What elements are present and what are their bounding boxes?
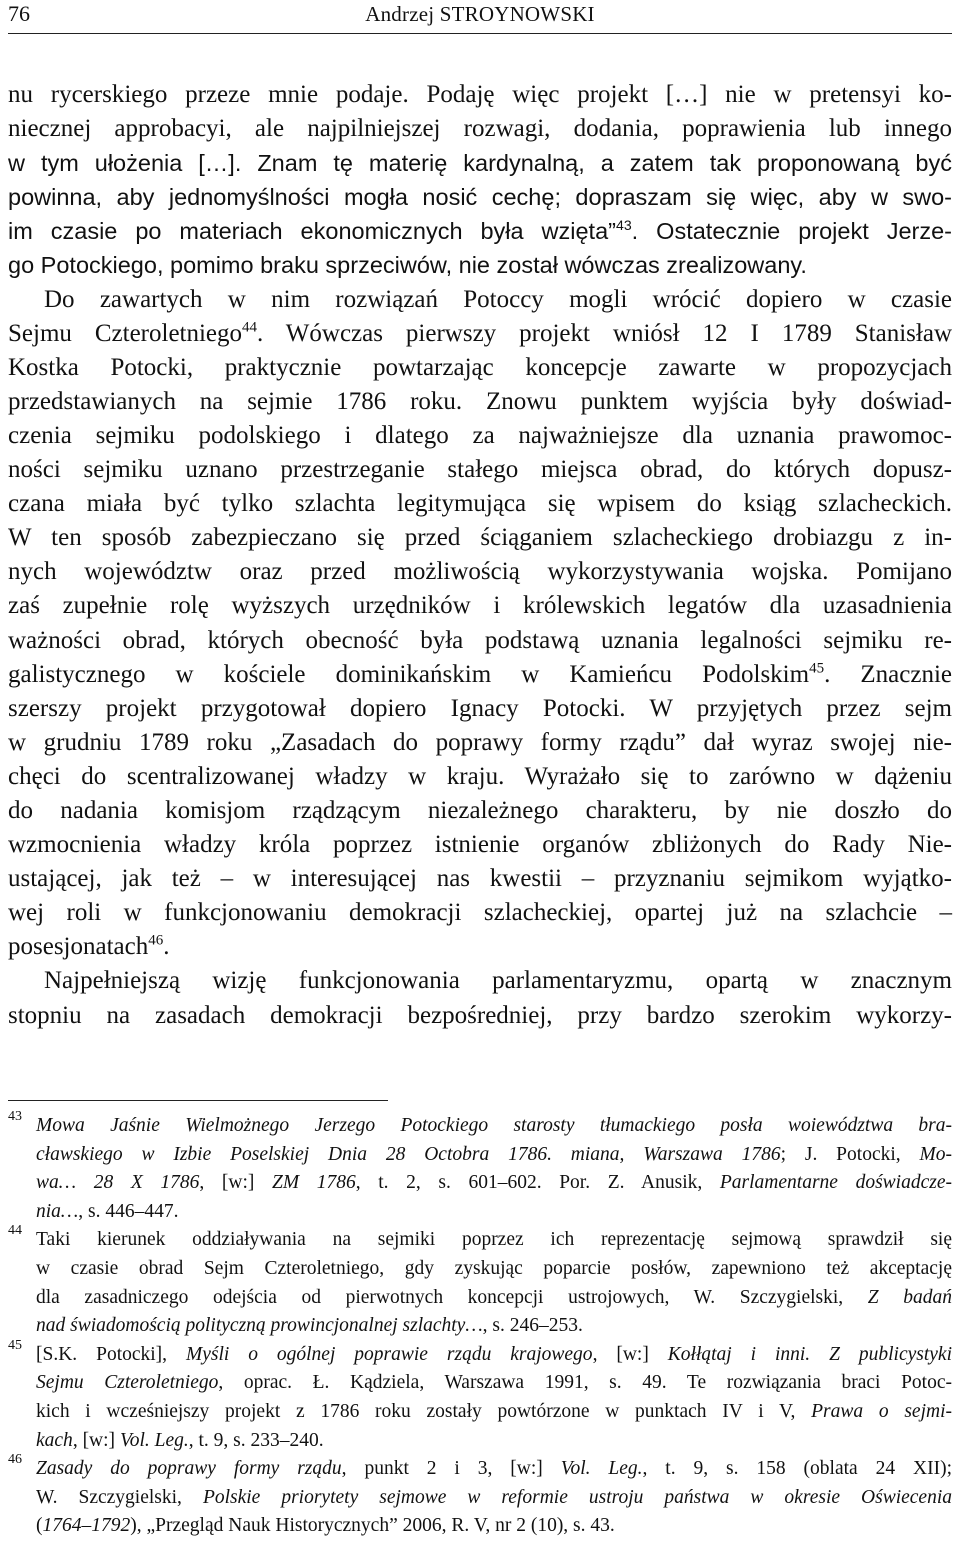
body-line: Sejmu Czteroletniego$^{44}$. Wówczas pierwszy projekt wniósł 12 I 1789 Stanisław	[8, 319, 952, 347]
page-number: 76	[8, 1, 30, 26]
footnote-ref: 46	[148, 933, 164, 950]
footnote-line: Mowa Jaśnie Wielmożnego Jerzego Potockiego starosty tłumackiego posła woiewództwa bra-	[36, 1115, 952, 1136]
body-line: im czasie po materiach ekonomicznych była wzięta”$^{43}$. Ostatecznie projekt Jerze-	[8, 217, 952, 245]
body-line: go Potockiego, pomimo braku sprzeciwów, nie został wówczas zrealizowany.	[8, 252, 807, 279]
body-line: przedstawianych na sejmie 1786 roku. Znowu punktem wyjścia były doświad-	[8, 387, 952, 415]
body-line: ności sejmiku uznano przestrzeganie stałego miejsca obrad, do których dopusz-	[8, 456, 952, 484]
footnote-44	[8, 1223, 952, 1340]
body-line: w tym ułożenia […]. Znam tę materię kardynalną, a zatem tak proponowaną być	[8, 150, 952, 177]
footnote-line: Zasady do poprawy formy rządu, punkt 2 i 3, [w:] Vol. Leg., t. 9, s. 158 (oblata 24 XII);	[36, 1458, 952, 1480]
running-head-author: Andrzej STROYNOWSKI	[365, 2, 595, 26]
footnote-line: dla zasadniczego odejścia od pierwotnych koncepcji ustrojowych, W. Szczygielski, Z badań	[36, 1286, 952, 1308]
body-line: nu rycerskiego przeze mnie podaje. Podaję więc projekt […] nie w pretensyi ko-	[8, 81, 952, 108]
body-line: powinna, aby jednomyślności mogła nosić cechę; dopraszam się więc, aby w swo-	[8, 184, 952, 211]
footnote-line: cławskiego w Izbie Poselskiej Dnia 28 Octobra 1786. miana, Warszawa 1786; J. Potocki, Mo-	[36, 1143, 952, 1165]
body-line: zaś zupełnie rolę wyższych urzędników i królewskich legatów dla uzasadnienia	[8, 592, 952, 620]
footnote-number: 44	[8, 1223, 22, 1239]
footnote-ref: 45	[809, 660, 825, 677]
body-line: czenia sejmiku podolskiego i dlatego za najważniejsze dla uznania prawomoc-	[8, 421, 952, 449]
body-line: wej roli w funkcjonowaniu demokracji szlacheckiej, opartej już na szlachcie –	[8, 899, 952, 927]
footnote-number: 45	[8, 1337, 22, 1353]
footnote-line: kach, [w:] Vol. Leg., t. 9, s. 233–240.	[36, 1429, 324, 1451]
footnote-line: [S.K. Potocki], Myśli o ogólnej poprawie rządu krajowego, [w:] Kołłątaj i inni. Z publicystyki	[36, 1343, 952, 1365]
footnote-43	[8, 1109, 952, 1226]
body-line: chęci do scentralizowanej władzy w kraju. Wyrażało się to zarówno w dążeniu	[8, 762, 952, 790]
body-line: Do zawartych w nim rozwiązań Potoccy mogli wrócić dopiero w czasie	[44, 285, 952, 313]
body-line: szerszy projekt przygotował dopiero Ignacy Potocki. W przyjętych przez sejm	[8, 694, 952, 722]
body-line: galistycznego w kościele dominikańskim w Kamieńcu Podolskim$^{45}$. Znacznie	[8, 660, 952, 688]
body-line: do nadania komisjom rządzącym niezależnego charakteru, by nie doszło do	[8, 796, 952, 824]
body-line: W ten sposób zabezpieczano się przed ściąganiem szlacheckiego drobiazgu z in-	[8, 524, 952, 552]
footnote-line: wa… 28 X 1786, [w:] ZM 1786, t. 2, s. 601–602. Por. Z. Anusik, Parlamentarne doświadcze-	[36, 1172, 952, 1194]
footnote-line: kich i wcześniejszy projekt z 1786 roku zostały powtórzone w punktach IV i V, Prawa o sejmi-	[36, 1400, 952, 1422]
body-line: Najpełniejszą wizję funkcjonowania parlamentaryzmu, opartą w znacznym	[44, 967, 952, 995]
body-line: wzmocnienia władzy króla poprzez istnienie organów zbliżonych do Rady Nie-	[8, 831, 952, 859]
footnotes	[8, 1109, 952, 1541]
body-line: stopniu na zasadach demokracji bezpośredniej, przy bardzo szerokim wykorzy-	[8, 1001, 952, 1029]
footnote-line: w czasie obrad Sejm Czteroletniego, gdy zyskując poparcie posłów, zapewniono też akceptację	[36, 1257, 952, 1279]
body-line: czana miała być tylko szlachta legitymująca się wpisem do ksiąg szlacheckich.	[8, 490, 952, 518]
body-line: ważności obrad, których obecność była podstawą uznania legalności sejmiku re-	[8, 626, 952, 654]
body-line: w grudniu 1789 roku „Zasadach do poprawy formy rządu” dał wyraz swojej nie-	[8, 728, 952, 756]
footnote-line: Sejmu Czteroletniego, oprac. Ł. Kądziela, Warszawa 1991, s. 49. Te rozwiązania braci Potoc-	[36, 1372, 952, 1394]
footnote-line: W. Szczygielski, Polskie priorytety sejmowe w reformie ustroju państwa w okresie Oświecenia	[36, 1486, 952, 1508]
running-header	[8, 0, 952, 30]
body-line: ustającej, jak też – w interesującej nas kwestii – przyznaniu sejmikom wyjątko-	[8, 865, 952, 893]
footnote-separator	[8, 1100, 388, 1101]
header-rule	[8, 33, 952, 34]
body-text	[8, 78, 952, 1033]
footnote-46	[8, 1452, 952, 1541]
footnote-ref: 43	[615, 217, 632, 234]
body-line: niecznej approbacyi, ale najpilniejszej rozwagi, dodania, poprawienia lub innego	[8, 115, 952, 143]
footnote-number: 46	[8, 1452, 22, 1468]
body-line: Kostka Potocki, praktycznie powtarzając koncepcje zawarte w propozycjach	[8, 353, 952, 381]
footnote-number: 43	[8, 1109, 22, 1124]
footnote-line: (1764–1792), „Przegląd Nauk Historycznych” 2006, R. V, nr 2 (10), s. 43.	[36, 1515, 615, 1537]
body-line: posesjonatach$^{46}$.	[8, 933, 170, 961]
footnote-line: nia…, s. 446–447.	[36, 1200, 179, 1222]
footnote-line: Taki kierunek oddziaływania na sejmiki poprzez ich reprezentację sejmową sprawdził się	[36, 1229, 952, 1251]
footnote-ref: 44	[242, 319, 258, 336]
footnote-45	[8, 1337, 952, 1455]
body-line: nych województw oraz przed możliwością wykorzystywania wojska. Pomijano	[8, 558, 952, 586]
footnote-line: nad świadomością polityczną prowincjonalnej szlachty…, s. 246–253.	[36, 1315, 583, 1337]
